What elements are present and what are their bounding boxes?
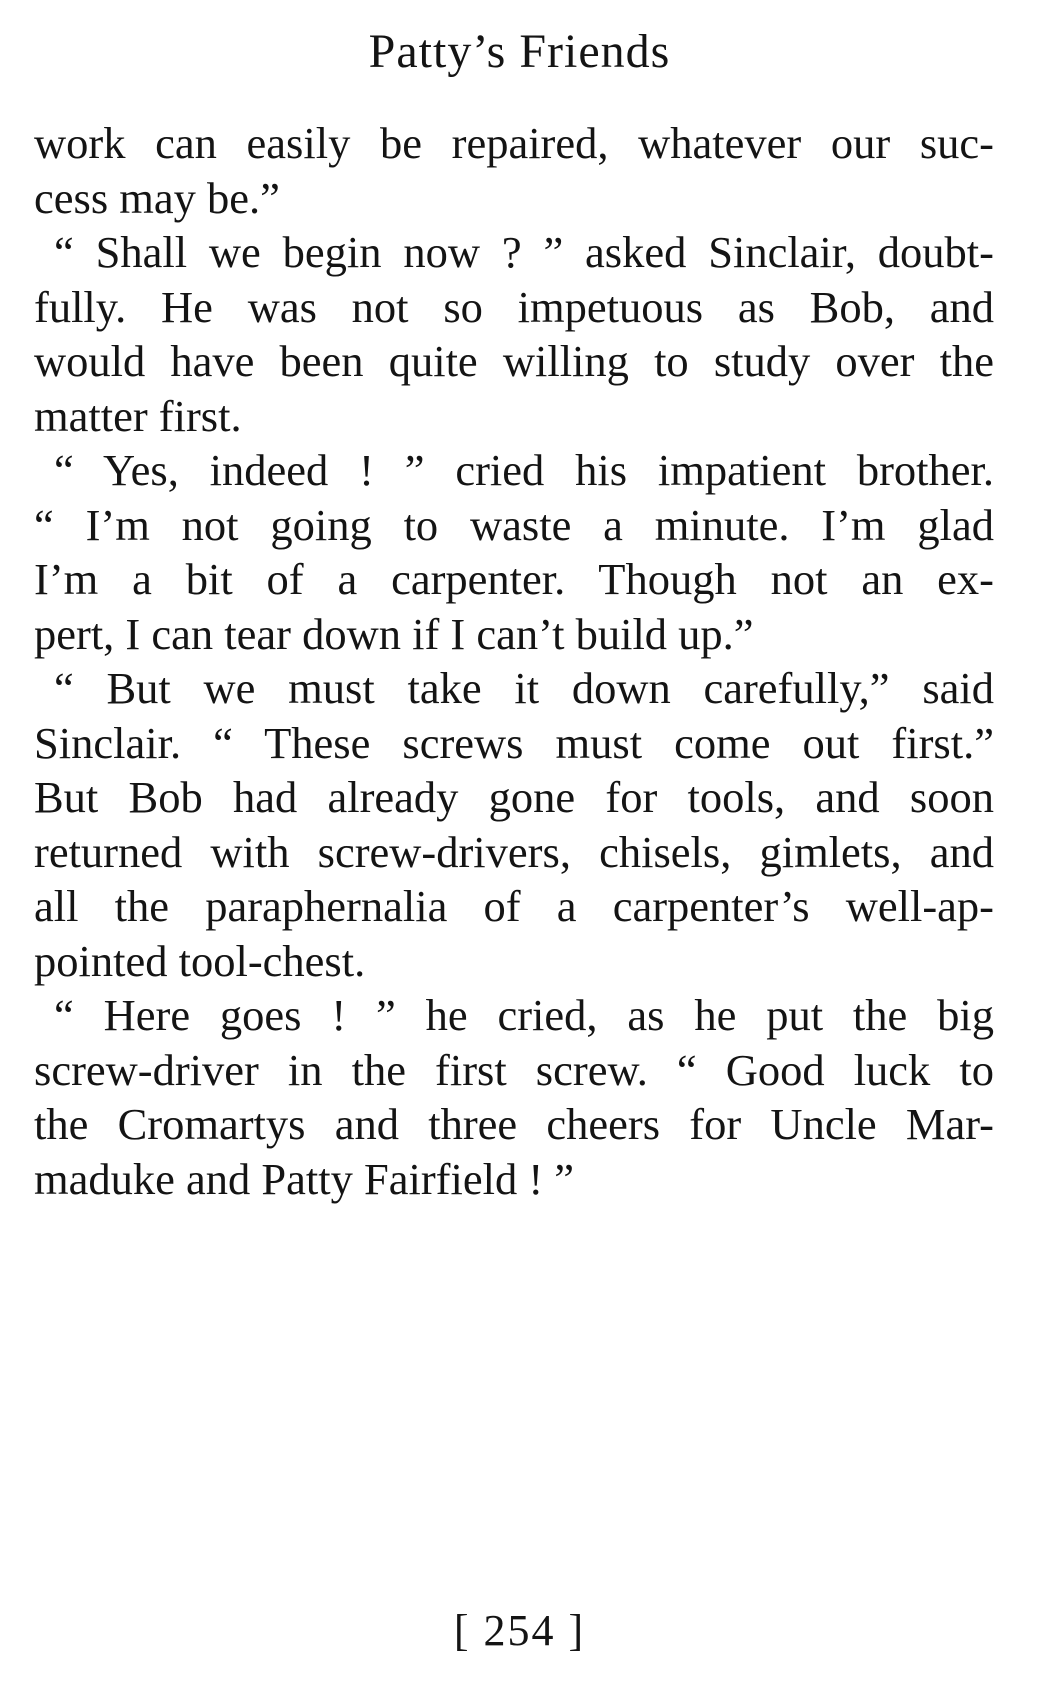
text-line: all the paraphernalia of a carpenter’s well-ap- [34,881,994,931]
text-line: “ But we must take it down carefully,” said [54,663,994,713]
text-line: I’m a bit of a carpenter. Though not an ex- [34,554,994,604]
text-line: pert, I can tear down if I can’t build up.” [34,608,754,659]
text-line: But Bob had already gone for tools, and soon [34,772,994,822]
text-line: work can easily be repaired, whatever our suc- [34,118,994,168]
body-text [34,116,994,1206]
text-line: screw-driver in the first screw. “ Good luck to [34,1044,994,1095]
text-line: “ I’m not going to waste a minute. I’m glad [34,499,994,550]
text-line: fully. He was not so impetuous as Bob, and [34,281,994,332]
running-title: Patty’s Friends [368,25,671,78]
text-line: “ Yes, indeed ! ” cried his impatient brother. [54,445,994,495]
text-line: “ Here goes ! ” he cried, as he put the big [54,990,994,1040]
text-line: maduke and Patty Fairfield ! ” [34,1153,575,1204]
text-line: pointed tool-chest. [34,935,366,986]
page-number: [ 254 ] [453,1606,586,1655]
text-line: matter first. [34,390,242,441]
text-line: cess may be.” [34,172,280,223]
text-line: Sinclair. “ These screws must come out first.” [34,717,994,768]
text-line: the Cromartys and three cheers for Uncle Mar- [34,1099,994,1149]
text-line: “ Shall we begin now ? ” asked Sinclair, doubt- [54,227,994,277]
text-line: returned with screw-drivers, chisels, gimlets, and [34,826,994,877]
text-line: would have been quite willing to study over the [34,336,994,386]
